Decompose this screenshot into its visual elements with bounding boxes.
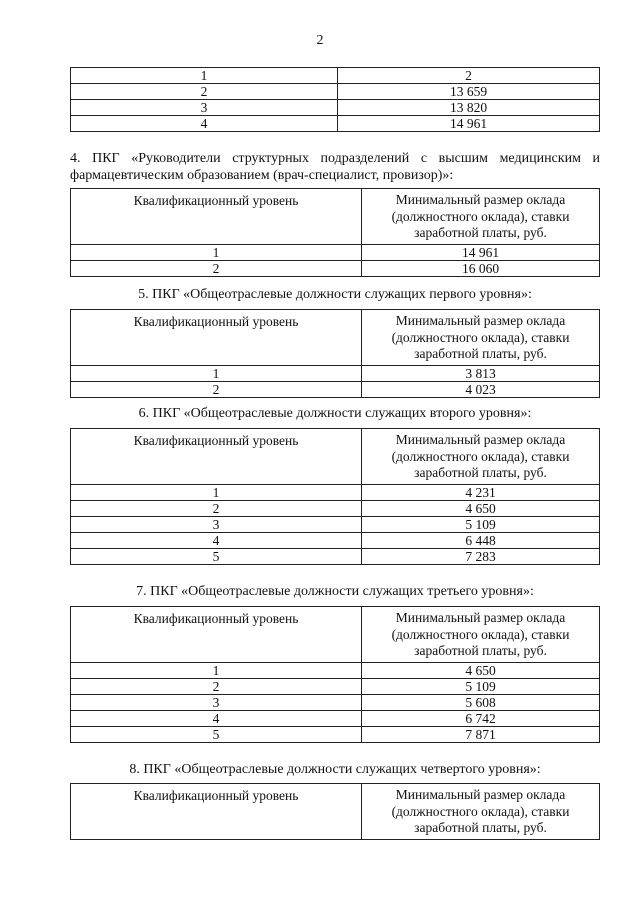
level-cell: 5 [71, 548, 362, 564]
level-cell: 1 [71, 365, 362, 381]
salary-header-line: заработной платы, руб. [414, 643, 547, 658]
salary-table-5 [70, 309, 600, 398]
table-row [71, 244, 600, 260]
level-cell: 1 [71, 244, 362, 260]
table-row [71, 548, 600, 564]
salary-cell: 13 820 [338, 100, 600, 116]
salary-cell: 7 871 [362, 726, 600, 742]
table-row [71, 116, 600, 132]
salary-cell: 4 650 [362, 500, 600, 516]
level-cell: 3 [71, 694, 362, 710]
level-cell: 2 [71, 678, 362, 694]
salary-cell: 4 650 [362, 662, 600, 678]
page-number: 2 [316, 33, 324, 48]
salary-header-line: (должностного оклада), ставки [391, 329, 570, 345]
salary-header-line: (должностного оклада), ставки [391, 626, 570, 642]
table-header-row [71, 607, 600, 663]
salary-column-header [362, 429, 600, 485]
salary-header-line: (должностного оклада), ставки [391, 803, 570, 819]
level-cell: 4 [71, 710, 362, 726]
salary-cell: 6 742 [362, 710, 600, 726]
salary-column-header [362, 310, 600, 366]
salary-table-8 [70, 783, 600, 840]
salary-cell: 14 961 [362, 244, 600, 260]
salary-table-4 [70, 188, 600, 277]
level-column-header: Квалификационный уровень [71, 429, 362, 485]
table-row [71, 260, 600, 276]
column-number-cell: 1 [71, 68, 338, 84]
section-heading-8: 8. ПКГ «Общеотраслевые должности служащих четвертого уровня»: [129, 762, 541, 777]
table-header-row [71, 429, 600, 485]
column-number-cell: 2 [338, 68, 600, 84]
table-row [71, 100, 600, 116]
continued-salary-table [70, 67, 600, 132]
level-cell: 2 [71, 381, 362, 397]
level-column-header: Квалификационный уровень [71, 784, 362, 840]
table-header-row [71, 310, 600, 366]
table-row [71, 484, 600, 500]
salary-column-header [362, 189, 600, 245]
salary-table-7 [70, 606, 600, 743]
level-cell: 2 [71, 260, 362, 276]
salary-header-line: Минимальный размер оклада [395, 313, 566, 328]
level-cell: 5 [71, 726, 362, 742]
table-row [71, 532, 600, 548]
salary-header-line: Минимальный размер оклада [395, 192, 566, 207]
salary-cell: 6 448 [362, 532, 600, 548]
salary-header-line: (должностного оклада), ставки [391, 448, 570, 464]
salary-cell: 14 961 [338, 116, 600, 132]
table-header-row [71, 784, 600, 840]
table-row [71, 500, 600, 516]
salary-header-line: Минимальный размер оклада [395, 610, 566, 625]
salary-header-line: заработной платы, руб. [414, 465, 547, 480]
level-cell: 1 [71, 662, 362, 678]
table-row [71, 710, 600, 726]
table-row [71, 694, 600, 710]
level-cell: 2 [71, 500, 362, 516]
table-row [71, 678, 600, 694]
level-column-header: Квалификационный уровень [71, 607, 362, 663]
level-column-header: Квалификационный уровень [71, 310, 362, 366]
table-header-row [71, 189, 600, 245]
salary-cell: 7 283 [362, 548, 600, 564]
section-heading-7: 7. ПКГ «Общеотраслевые должности служащих третьего уровня»: [136, 584, 534, 599]
table-row [71, 726, 600, 742]
salary-header-line: заработной платы, руб. [414, 225, 547, 240]
table-row [71, 365, 600, 381]
salary-cell: 5 109 [362, 678, 600, 694]
salary-table-6 [70, 428, 600, 565]
salary-header-line: заработной платы, руб. [414, 346, 547, 361]
table-row [71, 84, 600, 100]
salary-header-line: заработной платы, руб. [414, 820, 547, 835]
salary-column-header [362, 784, 600, 840]
level-cell: 4 [71, 532, 362, 548]
level-cell: 3 [71, 516, 362, 532]
level-cell: 1 [71, 484, 362, 500]
table-row [71, 662, 600, 678]
salary-header-line: (должностного оклада), ставки [391, 208, 570, 224]
section-heading-6: 6. ПКГ «Общеотраслевые должности служащих второго уровня»: [138, 406, 532, 421]
level-cell: 3 [71, 100, 338, 116]
level-cell: 2 [71, 84, 338, 100]
level-cell: 4 [71, 116, 338, 132]
salary-column-header [362, 607, 600, 663]
section-heading-5: 5. ПКГ «Общеотраслевые должности служащих первого уровня»: [138, 287, 532, 302]
salary-cell: 13 659 [338, 84, 600, 100]
salary-cell: 3 813 [362, 365, 600, 381]
salary-cell: 5 109 [362, 516, 600, 532]
salary-cell: 5 608 [362, 694, 600, 710]
salary-cell: 4 023 [362, 381, 600, 397]
section-heading-4: 4. ПКГ «Руководители структурных подразделений с высшим медицинским и фармацевтическим образованием (врач-специалист, провизор)»: [70, 151, 600, 183]
salary-cell: 4 231 [362, 484, 600, 500]
level-column-header: Квалификационный уровень [71, 189, 362, 245]
salary-header-line: Минимальный размер оклада [395, 787, 566, 802]
table-row [71, 68, 600, 84]
salary-header-line: Минимальный размер оклада [395, 432, 566, 447]
salary-cell: 16 060 [362, 260, 600, 276]
table-row [71, 516, 600, 532]
table-row [71, 381, 600, 397]
